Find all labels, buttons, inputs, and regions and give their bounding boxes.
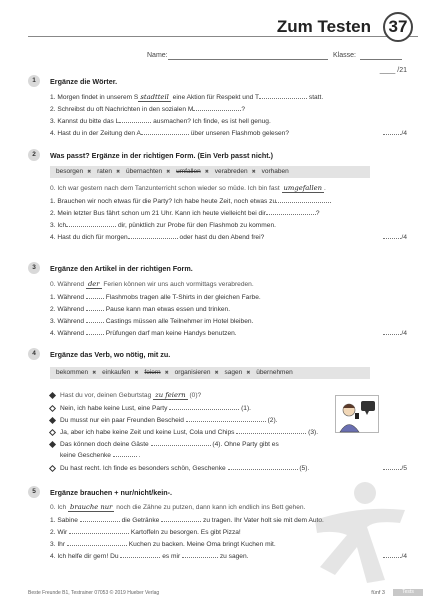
answer-blank[interactable] — [182, 551, 218, 558]
section-score: /4 — [383, 328, 407, 337]
dialog-line: Du hast recht. Ich finde es besonders schön, Geschenke (5). — [50, 463, 309, 472]
answer-blank[interactable] — [67, 539, 127, 546]
section-title: Ergänze die Wörter. — [50, 77, 118, 86]
answer-blank[interactable] — [169, 403, 239, 410]
man-with-phone-illustration — [335, 395, 379, 433]
dialog-line: Du musst nur ein paar Freunden Bescheid (2). — [50, 415, 277, 424]
answer-blank[interactable] — [69, 527, 129, 534]
star-figure-icon — [305, 475, 415, 585]
section-score: /4 — [383, 128, 407, 137]
word-box: bekommen ✖ einkaufen ✖ feiern ✖ organisieren ✖ sagen ✖ übernehmen — [50, 367, 370, 379]
handwritten-answer: umgefallen — [283, 184, 323, 192]
exercise-line: 3. Ich dir, pünktlich zur Probe für den Flashmob zu kommen. — [50, 222, 276, 229]
page-header — [0, 8, 425, 38]
answer-blank[interactable] — [141, 128, 189, 135]
speaker-a-icon — [49, 417, 56, 424]
answer-blank[interactable] — [151, 439, 211, 446]
exercise-line: 4. Ich helfe dir gern! Du es mir zu sagen. — [50, 553, 249, 560]
handwritten-answer: stadtteil — [140, 93, 169, 101]
exercise-line: 1. Während Flashmobs tragen alle T-Shirts in der gleichen Farbe. — [50, 294, 261, 301]
section-title: Ergänze den Artikel in der richtigen Form. — [50, 264, 193, 273]
answer-blank[interactable] — [276, 196, 331, 203]
section-number: 4 — [28, 348, 40, 360]
section-title: Ergänze brauchen + nur/nicht/kein-. — [50, 488, 173, 497]
handwritten-answer: brauche nur — [69, 503, 113, 511]
section-number: 1 — [28, 75, 40, 87]
answer-blank[interactable] — [259, 92, 307, 99]
footer-tag: Tests — [393, 589, 423, 596]
answer-blank[interactable] — [236, 427, 306, 434]
dialog-line: Das können doch deine Gäste (4). Ohne Party gibt es — [50, 439, 279, 448]
name-field[interactable] — [168, 59, 328, 60]
example-line: 0. Ich war gestern nach dem Tanzunterricht schon wieder so müde. Ich bin fast umgefallen . — [50, 184, 326, 192]
page-number-badge: 37 — [383, 12, 413, 42]
answer-blank[interactable] — [86, 304, 104, 311]
handwritten-answer: zu feiern — [155, 391, 186, 399]
speaker-b-icon — [49, 405, 56, 412]
exercise-line: 3. Während Castings müssen alle Teilnehmer im Hotel bleiben. — [50, 318, 254, 325]
dialog-line-continued: keine Geschenke . — [60, 452, 141, 459]
answer-blank[interactable] — [86, 316, 104, 323]
class-field[interactable] — [360, 59, 402, 60]
speaker-a-icon — [49, 392, 56, 399]
answer-blank[interactable] — [80, 515, 120, 522]
exercise-line: 2. Mein letzter Bus fährt schon um 21 Uhr. Kann ich heute vielleicht bei dir ? — [50, 210, 320, 217]
handwritten-answer: der — [87, 280, 100, 288]
answer-blank[interactable] — [86, 328, 104, 335]
exercise-line: 1. Brauchen wir noch etwas für die Party? Ich habe heute Zeit, noch etwas zu — [50, 196, 331, 205]
example-line: 0. Während der Ferien können wir uns auch vormittags verabreden. — [50, 280, 254, 288]
exercise-line: 4. Hast du in der Zeitung den A über unseren Flashmob gelesen? — [50, 130, 289, 137]
page-footer — [0, 586, 425, 600]
answer-blank[interactable] — [266, 208, 316, 215]
footer-page-label: fünf 3 — [371, 590, 385, 596]
dialog-line: Ja, aber ich habe keine Zeit und keine Lust, Cola und Chips (3). — [50, 427, 318, 436]
section-number: 3 — [28, 262, 40, 274]
page-title: Zum Testen — [276, 17, 371, 36]
exercise-line: 3. Kannst du bitte das L ausmachen? Ich finde, es ist hell genug. — [50, 118, 271, 125]
exercise-line: 2. Während Pause kann man etwas essen und trinken. — [50, 306, 231, 313]
dialog-line: Nein, ich habe keine Lust, eine Party (1). — [50, 403, 251, 412]
section-number: 2 — [28, 149, 40, 161]
answer-blank[interactable] — [66, 220, 116, 227]
answer-blank[interactable] — [128, 232, 178, 239]
answer-blank[interactable] — [186, 415, 266, 422]
word-box: besorgen ✖ raten ✖ übernachten ✖ umfallen ✖ verabreden ✖ vorhaben — [50, 166, 370, 178]
exercise-line: 3. Ihr Kuchen zu backen. Meine Oma bringt Kuchen mit. — [50, 541, 276, 548]
exercise-line: 2. Wir Kartoffeln zu besorgen. Es gibt Pizza! — [50, 529, 241, 536]
exercise-line: 1. Morgen findet in unserem S stadtteil eine Aktion für Respekt und T statt. — [50, 93, 324, 101]
exercise-line: 1. Sabine die Getränke zu tragen. Ihr Vater holt sie mit dem Auto. — [50, 517, 324, 524]
section-score: /4 — [383, 551, 407, 560]
speaker-b-icon — [49, 465, 56, 472]
exercise-line: 4. Während Prüfungen darf man keine Handys benutzen. — [50, 330, 237, 337]
copyright-text: Beste Freunde B1, Testrainer 07053 © 2019 Hueber Verlag — [28, 590, 160, 596]
speaker-b-icon — [49, 429, 56, 436]
answer-blank[interactable] — [120, 551, 160, 558]
exercise-line: 2. Schreibst du oft Nachrichten in den sozialen M ? — [50, 106, 245, 113]
section-score: /4 — [383, 232, 407, 241]
answer-blank[interactable] — [113, 450, 137, 457]
section-score: /5 — [383, 463, 407, 472]
answer-blank[interactable] — [161, 515, 201, 522]
section-title: Ergänze das Verb, wo nötig, mit zu. — [50, 350, 171, 359]
answer-blank[interactable] — [119, 116, 151, 123]
total-score: ____ /21 — [379, 67, 407, 74]
section-number: 5 — [28, 486, 40, 498]
exercise-line: 4. Hast du dich für morgen oder hast du den Abend frei? — [50, 234, 265, 241]
example-line: 0. Ich brauche nur noch die Zähne zu putzen, dann kann ich endlich ins Bett gehen. — [50, 503, 306, 511]
answer-blank[interactable] — [193, 104, 241, 111]
dialog-line: Hast du vor, deinen Geburtstag zu feiern (0)? — [50, 391, 201, 399]
section-title: Was passt? Ergänze in der richtigen Form. (Ein Verb passt nicht.) — [50, 151, 273, 160]
answer-blank[interactable] — [86, 292, 104, 299]
speaker-a-icon — [49, 441, 56, 448]
answer-blank[interactable] — [228, 463, 298, 470]
name-label: Name: — [147, 52, 168, 59]
class-label: Klasse: — [333, 52, 356, 59]
